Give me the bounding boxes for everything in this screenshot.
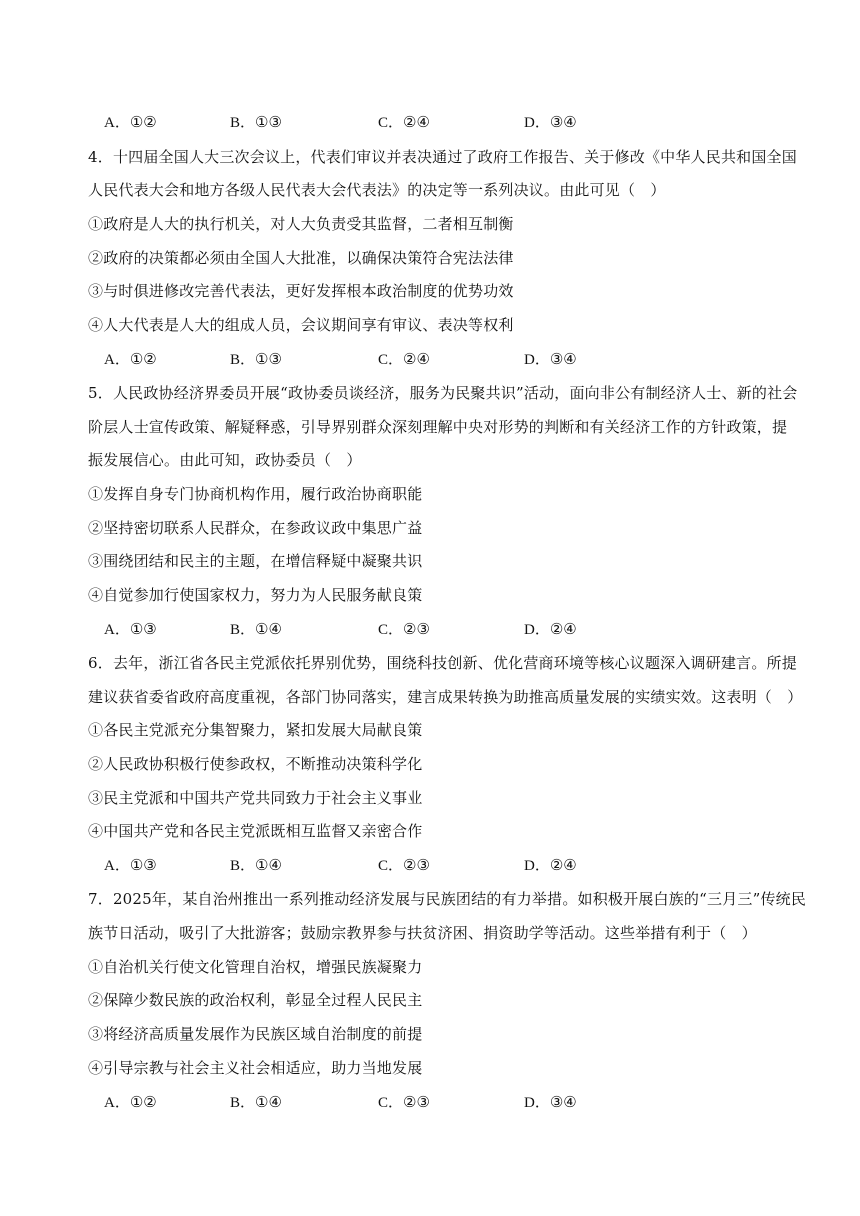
- q4-option-d[interactable]: D．③④: [524, 350, 577, 368]
- q3-option-a[interactable]: A．①②: [104, 113, 157, 131]
- q6-option-d[interactable]: D．②④: [524, 856, 577, 874]
- q4-statement-1: ①政府是人大的执行机关，对人大负责受其监督，二者相互制衡: [88, 215, 514, 233]
- q7-option-a[interactable]: A．①②: [104, 1093, 157, 1111]
- q6-stem-line: 建议获省委省政府高度重视，各部门协同落实，建言成果转换为助推高质量发展的实绩实效。这表明（ ）: [88, 688, 803, 706]
- q5-stem-line: 5．人民政协经济界委员开展“政协委员谈经济，服务为民聚共识”活动，面向非公有制经济人士、新的社会: [88, 384, 798, 402]
- q3-option-d[interactable]: D．③④: [524, 113, 577, 131]
- q6-statement-1: ①各民主党派充分集智聚力，紧扣发展大局献良策: [88, 721, 423, 739]
- q4-option-b[interactable]: B．①③: [230, 350, 282, 368]
- q6-option-b[interactable]: B．①④: [230, 856, 282, 874]
- q7-option-d[interactable]: D．③④: [524, 1093, 577, 1111]
- q3-options: [104, 112, 664, 132]
- q6-stem-line: 6．去年，浙江省各民主党派依托界别优势，围绕科技创新、优化营商环境等核心议题深入调研建言。所提: [88, 654, 797, 672]
- q6-statement-2: ②人民政协积极行使参政权，不断推动决策科学化: [88, 755, 423, 773]
- q5-statement-1: ①发挥自身专门协商机构作用，履行政治协商职能: [88, 485, 423, 503]
- q7-option-c[interactable]: C．②③: [378, 1093, 430, 1111]
- q7-options: [104, 1092, 664, 1112]
- q7-statement-2: ②保障少数民族的政治权利，彰显全过程人民民主: [88, 991, 423, 1009]
- q4-options: [104, 349, 664, 369]
- q5-statement-4: ④自觉参加行使国家权力，努力为人民服务献良策: [88, 586, 423, 604]
- q5-statement-2: ②坚持密切联系人民群众，在参政议政中集思广益: [88, 519, 423, 537]
- q5-statement-3: ③围绕团结和民主的主题，在增信释疑中凝聚共识: [88, 552, 423, 570]
- q5-option-d[interactable]: D．②④: [524, 620, 577, 638]
- q6-options: [104, 855, 664, 875]
- q4-statement-3: ③与时俱进修改完善代表法，更好发挥根本政治制度的优势功效: [88, 282, 514, 300]
- q3-option-b[interactable]: B．①③: [230, 113, 282, 131]
- q5-stem-line: 阶层人士宣传政策、解疑释惑，引导界别群众深刻理解中央对形势的判断和有关经济工作的方针政策，提: [88, 418, 788, 436]
- q4-statement-4: ④人大代表是人大的组成人员，会议期间享有审议、表决等权利: [88, 316, 514, 334]
- q7-statement-4: ④引导宗教与社会主义社会相适应，助力当地发展: [88, 1059, 423, 1077]
- q4-option-a[interactable]: A．①②: [104, 350, 157, 368]
- q5-option-b[interactable]: B．①④: [230, 620, 282, 638]
- q7-statement-3: ③将经济高质量发展作为民族区域自治制度的前提: [88, 1025, 423, 1043]
- q7-stem-line: 族节日活动，吸引了大批游客；鼓励宗教界参与扶贫济困、捐资助学等活动。这些举措有利于（ ）: [88, 924, 757, 942]
- q7-stem-line: 7．2025年，某自治州推出一系列推动经济发展与民族团结的有力举措。如积极开展白族的“三月三”传统民: [88, 890, 807, 908]
- q4-option-c[interactable]: C．②④: [378, 350, 430, 368]
- q4-statement-2: ②政府的决策都必须由全国人大批准，以确保决策符合宪法法律: [88, 249, 514, 267]
- q6-statement-4: ④中国共产党和各民主党派既相互监督又亲密合作: [88, 822, 423, 840]
- q4-stem-line: 4．十四届全国人大三次会议上，代表们审议并表决通过了政府工作报告、关于修改《中华人民共和国全国: [88, 148, 797, 166]
- q6-option-a[interactable]: A．①③: [104, 856, 157, 874]
- q5-options: [104, 619, 664, 639]
- q5-option-c[interactable]: C．②③: [378, 620, 430, 638]
- q4-stem-line: 人民代表大会和地方各级人民代表大会代表法》的决定等一系列决议。由此可见（ ）: [88, 181, 666, 199]
- q5-option-a[interactable]: A．①③: [104, 620, 157, 638]
- q6-statement-3: ③民主党派和中国共产党共同致力于社会主义事业: [88, 789, 423, 807]
- q7-option-b[interactable]: B．①④: [230, 1093, 282, 1111]
- q5-stem-line: 振发展信心。由此可知，政协委员（ ）: [88, 451, 362, 469]
- q6-option-c[interactable]: C．②③: [378, 856, 430, 874]
- q7-statement-1: ①自治机关行使文化管理自治权，增强民族凝聚力: [88, 958, 423, 976]
- q3-option-c[interactable]: C．②④: [378, 113, 430, 131]
